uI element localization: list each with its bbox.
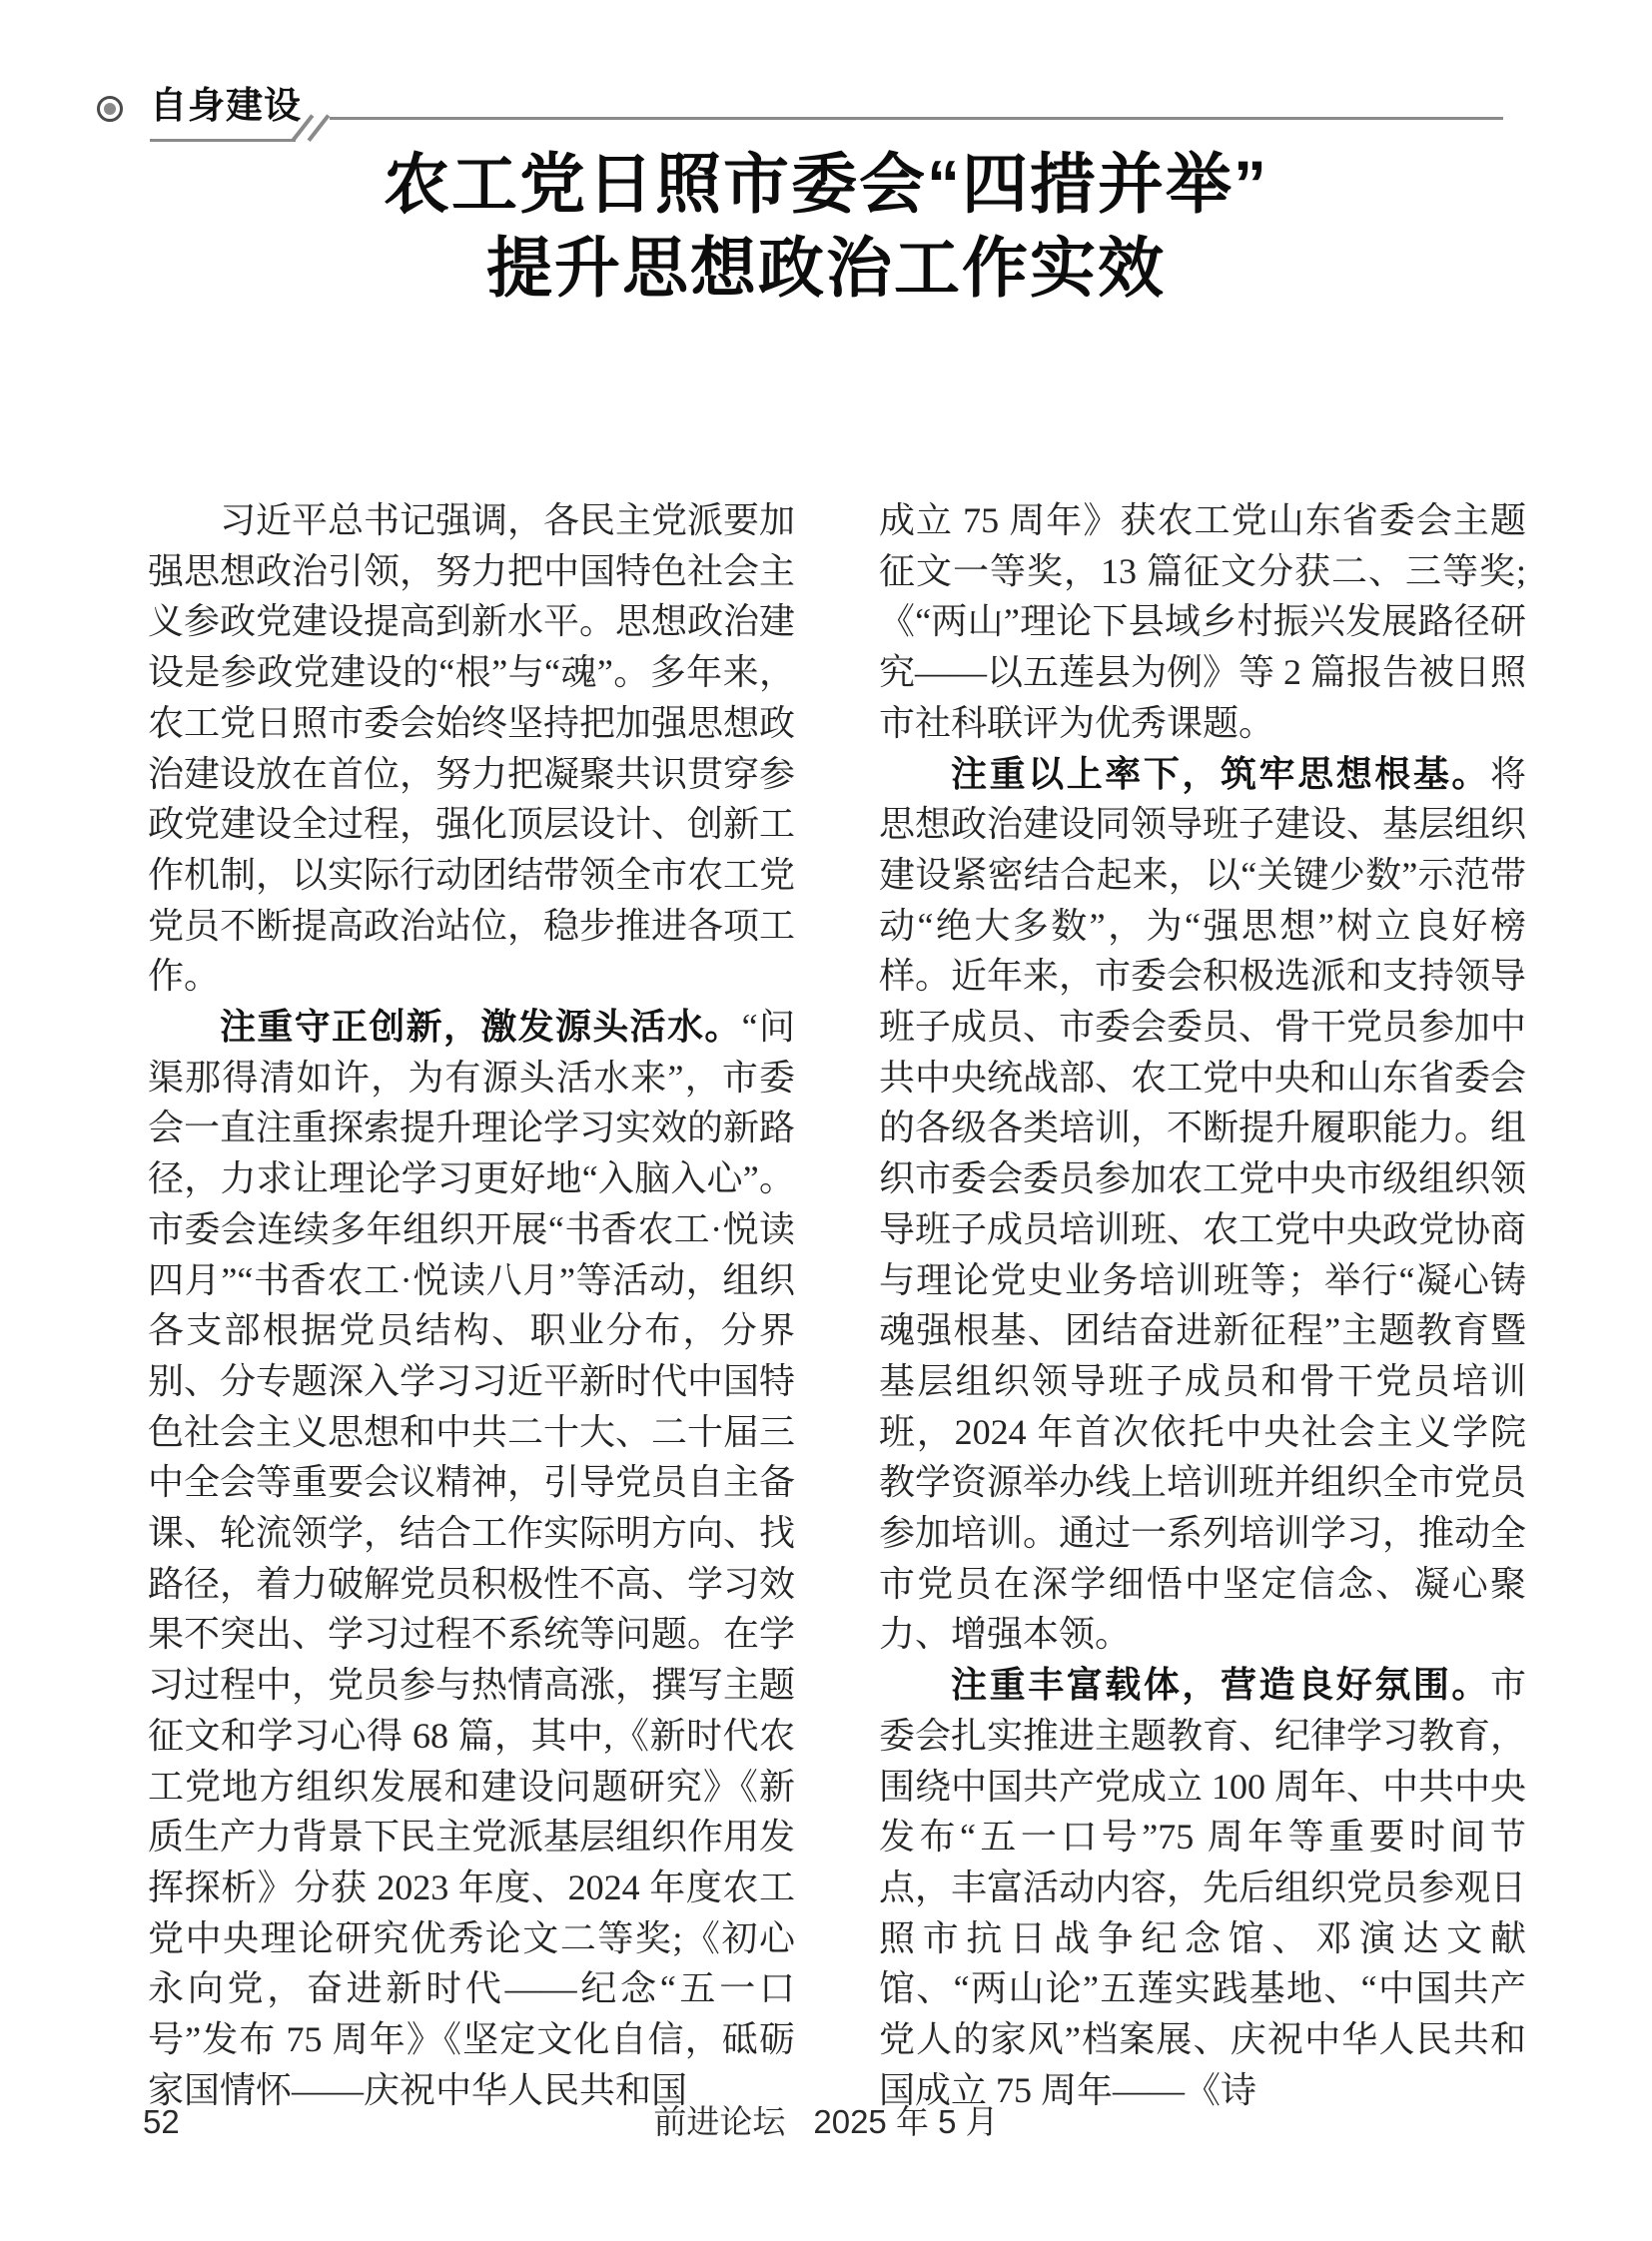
paragraph-lead: 注重守正创新，激发源头活水。 [220, 1006, 742, 1048]
paragraph-text: 市委会扎实推进主题教育、纪律学习教育，围绕中国共产党成立 100 周年、中共中央发布“五一口号”75 周年等重要时间节点，丰富活动内容，先后组织党员参观日照市抗日战争纪念馆、邓演达文献馆、“两山论”五莲实践基地、“中国共产党人的家风”档案展、庆祝中华人民共和国成立 75 周年——《诗 [879, 1665, 1527, 2110]
paragraph-text: 习近平总书记强调，各民主党派要加强思想政治引领，努力把中国特色社会主义参政党建设提高到新水平。思想政治建设是参政党建设的“根”与“魂”。多年来，农工党日照市委会始终坚持把加强思想政治建设放在首位，努力把凝聚共识贯穿参政党建设全过程，强化顶层设计、创新工作机制，以实际行动团结带领全市农工党党员不断提高政治站位，稳步推进各项工作。 [148, 500, 796, 997]
paragraph [879, 495, 1526, 749]
paragraph [879, 1660, 1526, 2115]
right-column [879, 495, 1526, 2116]
journal-footline [0, 2102, 1652, 2142]
article-title [0, 142, 1652, 310]
article-title-line1: 农工党日照市委会“四措并举” [384, 147, 1268, 221]
paragraph-text: “问渠那得清如许，为有源头活水来”，市委会一直注重探索提升理论学习实效的新路径，力求让理论学习更好地“入脑入心”。市委会连续多年组织开展“书香农工·悦读四月”“书香农工·悦读八月”等活动，组织各支部根据党员结构、职业分布，分界别、分专题深入学习习近平新时代中国特色社会主义思想和中共二十大、二十届三中全会等重要会议精神，引导党员自主备课、轮流领学，结合工作实际明方向、找路径，着力破解党员积极性不高、学习效果不突出、学习过程不系统等问题。在学习过程中，党员参与热情高涨，撰写主题征文和学习心得 68 篇，其中,《新时代农工党地方组织发展和建设问题研究》《新质生产力背景下民主党派基层组织作用发挥探析》分获 2023 年度、2024 年度农工党中央理论研究优秀论文二等奖;《初心永向党，奋进新时代——纪念“五一口号”发布 75 周年》《坚定文化自信，砥砺家国情怀——庆祝中华人民共和国 [148, 1007, 796, 2110]
paragraph [148, 1002, 795, 2115]
journal-name: 前进论坛 [653, 2103, 786, 2140]
paragraph-lead: 注重以上率下，筑牢思想根基。 [951, 752, 1490, 794]
article-title-line2: 提升思想政治工作实效 [486, 231, 1166, 305]
paragraph [148, 495, 795, 1002]
bullseye-icon [97, 96, 123, 122]
paragraph-text: 将思想政治建设同领导班子建设、基层组织建设紧密结合起来，以“关键少数”示范带动“绝大多数”，为“强思想”树立良好榜样。近年来，市委会积极选派和支持领导班子成员、市委会委员、骨干党员参加中共中央统战部、农工党中央和山东省委会的各级各类培训，不断提升履职能力。组织市委会委员参加农工党中央市级组织领导班子成员培训班、农工党中央政党协商与理论党史业务培训班等；举行“凝心铸魂强根基、团结奋进新征程”主题教育暨基层组织领导班子成员和骨干党员培训班，2024 年首次依托中央社会主义学院教学资源举办线上培训班并组织全市党员参加培训。通过一系列培训学习，推动全市党员在深学细悟中坚定信念、凝心聚力、增强本领。 [879, 753, 1527, 1655]
paragraph-lead: 注重丰富载体，营造良好氛围。 [951, 1664, 1490, 1706]
header-rule [330, 117, 1503, 120]
paragraph [879, 749, 1526, 1661]
page-number: 52 [143, 2103, 180, 2140]
left-column [148, 495, 795, 2116]
paragraph-text: 成立 75 周年》获农工党山东省委会主题征文一等奖，13 篇征文分获二、三等奖;《“两山”理论下县域乡村振兴发展路径研究——以五莲县为例》等 2 篇报告被日照市社科联评为优秀课题。 [879, 500, 1527, 743]
section-label: 自身建设 [150, 86, 302, 127]
issue-date: 2025 年 5 月 [813, 2103, 999, 2140]
